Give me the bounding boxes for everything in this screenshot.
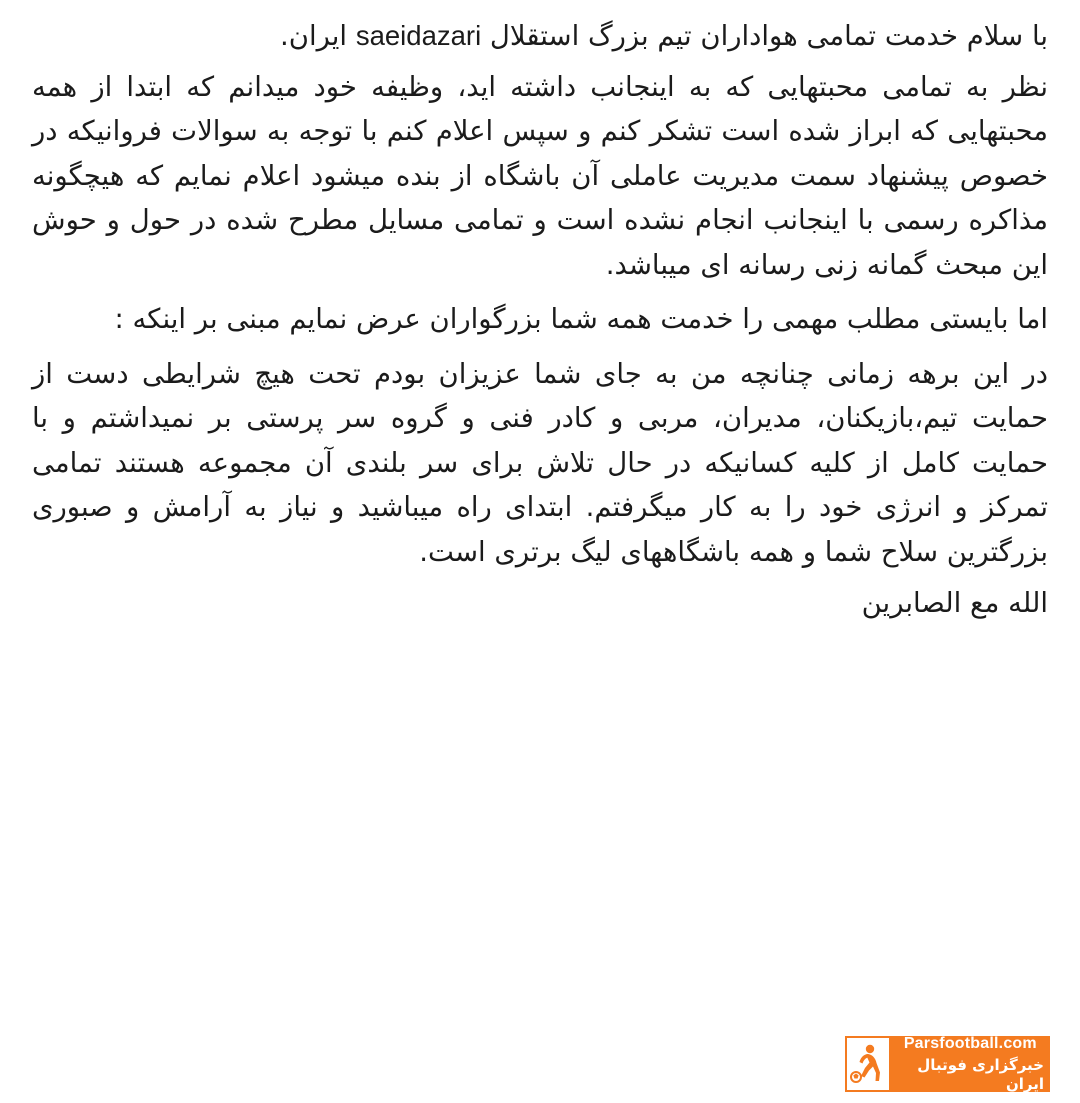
watermark-text-block	[891, 1036, 1050, 1092]
watermark-site-name: Parsfootball.com	[903, 1034, 1037, 1052]
football-player-icon	[845, 1036, 891, 1092]
paragraph-greeting	[32, 14, 1048, 59]
document-body	[32, 14, 1048, 625]
greeting-text-before: با سلام خدمت تمامی هواداران تیم بزرگ استقلال	[481, 20, 1048, 52]
paragraph-body-3: در این برهه زمانی چنانچه من به جای شما عزیزان بودم تحت هیچ شرایطی دست از حمایت تیم،بازیکنان، مدیران، مربی و کادر فنی و گروه سر پرستی بر نمیداشتم و با حمایت کامل از کلیه کسانیکه در حال تلاش برای سر بلندی آن مجموعه هستند تمامی تمرکز و انرژی خود را به کار میگرفتم. ابتدای راه میباشید و نیاز به آرامش و صبوری بزرگترین سلاح شما و همه باشگاههای لیگ برتری است.	[32, 357, 1048, 569]
paragraph-closing: الله مع الصابرین	[861, 586, 1048, 619]
watermark-logo	[845, 1036, 1050, 1092]
greeting-text-after: ایران.	[280, 20, 356, 52]
username-mention: saeidazari	[355, 20, 482, 51]
paragraph-body-1: نظر به تمامی محبتهایی که به اینجانب داشته اید، وظیفه خود میدانم که ابتدا از همه محبتهایی که ابراز شده است تشکر کنم و سپس اعلام کنم با توجه به سوالات فروانیکه در خصوص پیشنهاد سمت مدیریت عاملی آن باشگاه از بنده میشود اعلام نمایم که هیچگونه مذاکره رسمی با اینجانب انجام نشده است و تمامی مسایل مطرح شده در حول و حوش این مبحث گمانه زنی رسانه ای میباشد.	[32, 70, 1048, 281]
watermark-tagline: خبرگزاری فوتبال ایران	[917, 1055, 1044, 1093]
paragraph-body-2: اما بایستی مطلب مهمی را خدمت همه شما بزرگواران عرض نمایم مبنی بر اینکه :	[114, 303, 1048, 336]
